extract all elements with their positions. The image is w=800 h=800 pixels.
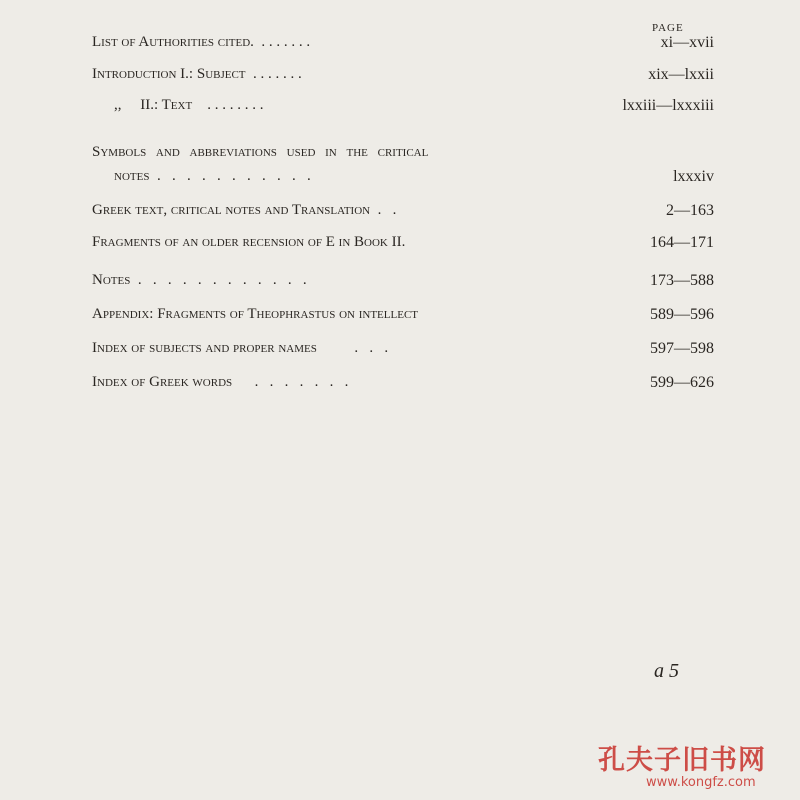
dot-leader: . . . . . . . <box>253 66 302 82</box>
toc-entry[interactable] <box>92 144 714 161</box>
toc-entry[interactable] <box>92 234 714 251</box>
toc-entry[interactable] <box>92 202 714 219</box>
entry-pages: lxxxiv <box>673 168 714 185</box>
page-folio: a 5 <box>654 660 679 682</box>
watermark <box>598 738 766 790</box>
entry-title: Index of subjects and proper names <box>92 340 317 356</box>
watermark-url: www.kongfz.com <box>646 775 756 790</box>
entry-title: Appendix: Fragments of Theophrastus on intellect <box>92 306 418 322</box>
entry-pages: xix—lxxii <box>648 66 714 83</box>
entry-pages: 599—626 <box>650 374 714 391</box>
entry-pages: 2—163 <box>666 202 714 219</box>
page-column-label: PAGE <box>652 22 684 34</box>
entry-title: Fragments of an older recension of E in Book II. <box>92 234 406 250</box>
toc-entry[interactable] <box>92 272 714 289</box>
watermark-name: 孔夫子旧书网 <box>598 745 766 776</box>
dot-leader: . . . . . . . <box>261 34 311 50</box>
dot-leader: . . . . . . . . . . . <box>156 168 311 184</box>
toc-entry[interactable] <box>92 374 714 391</box>
toc-entry[interactable] <box>92 168 714 185</box>
entry-title: List of Authorities cited <box>92 34 251 50</box>
toc-entry[interactable] <box>92 306 714 323</box>
entry-title: Symbols and abbreviations used in the critical <box>92 144 429 160</box>
entry-title: Greek text, critical notes and Translation <box>92 202 371 218</box>
toc-entry[interactable] <box>92 97 714 114</box>
entry-title: Notes <box>92 272 131 288</box>
entry-title: Index of Greek words <box>92 374 233 390</box>
dot-leader: . . . . . . . . . . . . <box>137 272 307 288</box>
entry-pages: xi—xvii <box>660 34 714 51</box>
dot-leader: . . . <box>354 340 389 356</box>
entry-pages: 597—598 <box>650 340 714 357</box>
entry-title: Introduction I.: Subject <box>92 66 246 82</box>
entry-title: notes <box>114 168 150 184</box>
entry-pages: lxxiii—lxxxiii <box>622 97 714 114</box>
entry-pages: 589—596 <box>650 306 714 323</box>
dot-leader: . . <box>377 202 397 218</box>
dot-leader: . . . . . . . <box>254 374 349 390</box>
toc-entry[interactable] <box>92 340 714 357</box>
entry-pages: 164—171 <box>650 234 714 251</box>
entry-title: ,, II.: Text <box>114 97 193 113</box>
dot-leader: . . . . . . . . <box>207 97 264 113</box>
toc-entry[interactable]: List of Authorities cited. . . . . . . . xi—xvii <box>92 34 714 51</box>
entry-pages: 173—588 <box>650 272 714 289</box>
toc-entry[interactable] <box>92 66 714 83</box>
